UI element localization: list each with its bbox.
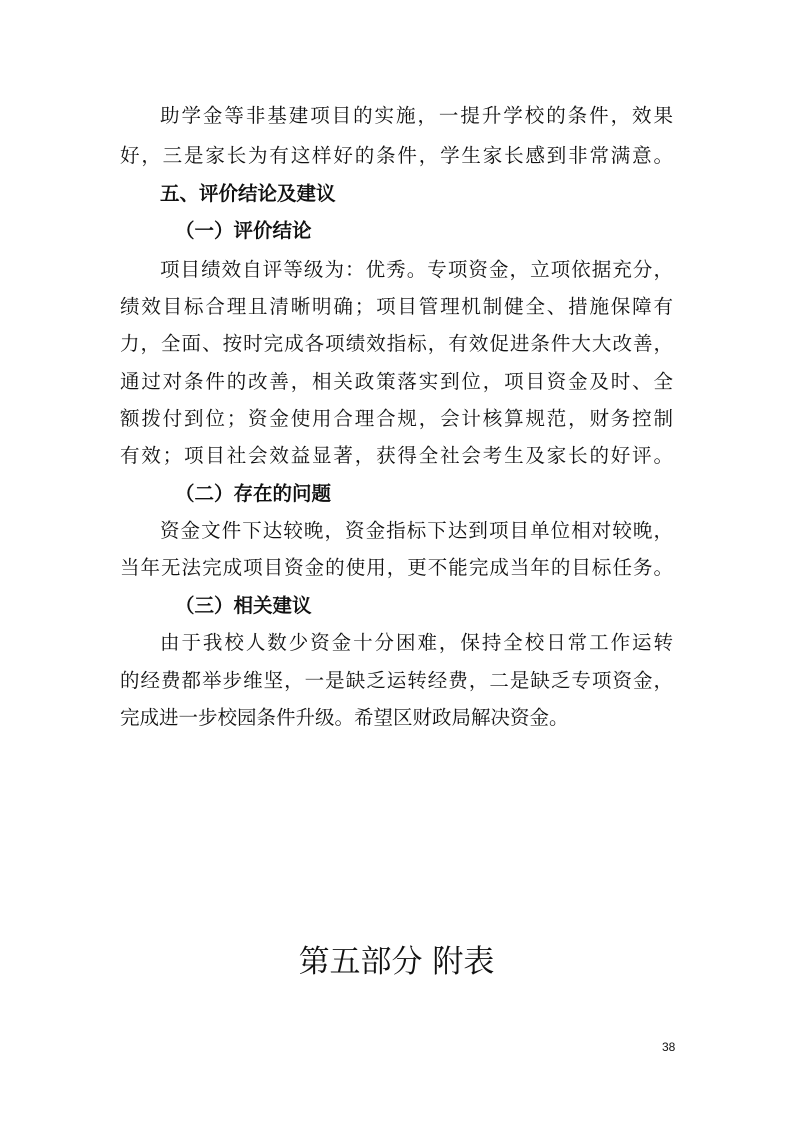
subsection-heading: （一）评价结论 (175, 219, 312, 242)
paragraph-line: 有效；项目社会效益显著，获得全社会考生及家长的好评。 (120, 444, 673, 467)
paragraph-line: 当年无法完成项目资金的使用，更不能完成当年的目标任务。 (120, 556, 673, 579)
paragraph-line: 助学金等非基建项目的实施，一提升学校的条件，效果 (160, 104, 673, 127)
paragraph-line: 通过对条件的改善，相关政策落实到位，项目资金及时、全 (120, 370, 673, 393)
paragraph-line: 额拨付到位；资金使用合理合规，会计核算规范，财务控制 (120, 407, 673, 430)
paragraph-line: 资金文件下达较晚，资金指标下达到项目单位相对较晚， (160, 519, 673, 542)
paragraph-line: 好，三是家长为有这样好的条件，学生家长感到非常满意。 (120, 144, 673, 167)
paragraph-line: 项目绩效自评等级为：优秀。专项资金，立项依据充分， (160, 258, 673, 281)
paragraph-line: 力，全面、按时完成各项绩效指标，有效促进条件大大改善， (120, 332, 673, 355)
paragraph-line: 完成进一步校园条件升级。希望区财政局解决资金。 (120, 706, 569, 729)
part-title: 第五部分 附表 (298, 944, 495, 980)
subsection-heading: （二）存在的问题 (175, 482, 332, 505)
page-number: 38 (662, 1040, 676, 1054)
section-heading: 五、评价结论及建议 (160, 182, 336, 205)
paragraph-line: 由于我校人数少资金十分困难，保持全校日常工作运转 (160, 631, 673, 654)
subsection-heading: （三）相关建议 (175, 594, 312, 617)
paragraph-line: 绩效目标合理且清晰明确；项目管理机制健全、措施保障有 (120, 295, 673, 318)
paragraph-line: 的经费都举步维坚，一是缺乏运转经费，二是缺乏专项资金， (120, 669, 673, 692)
